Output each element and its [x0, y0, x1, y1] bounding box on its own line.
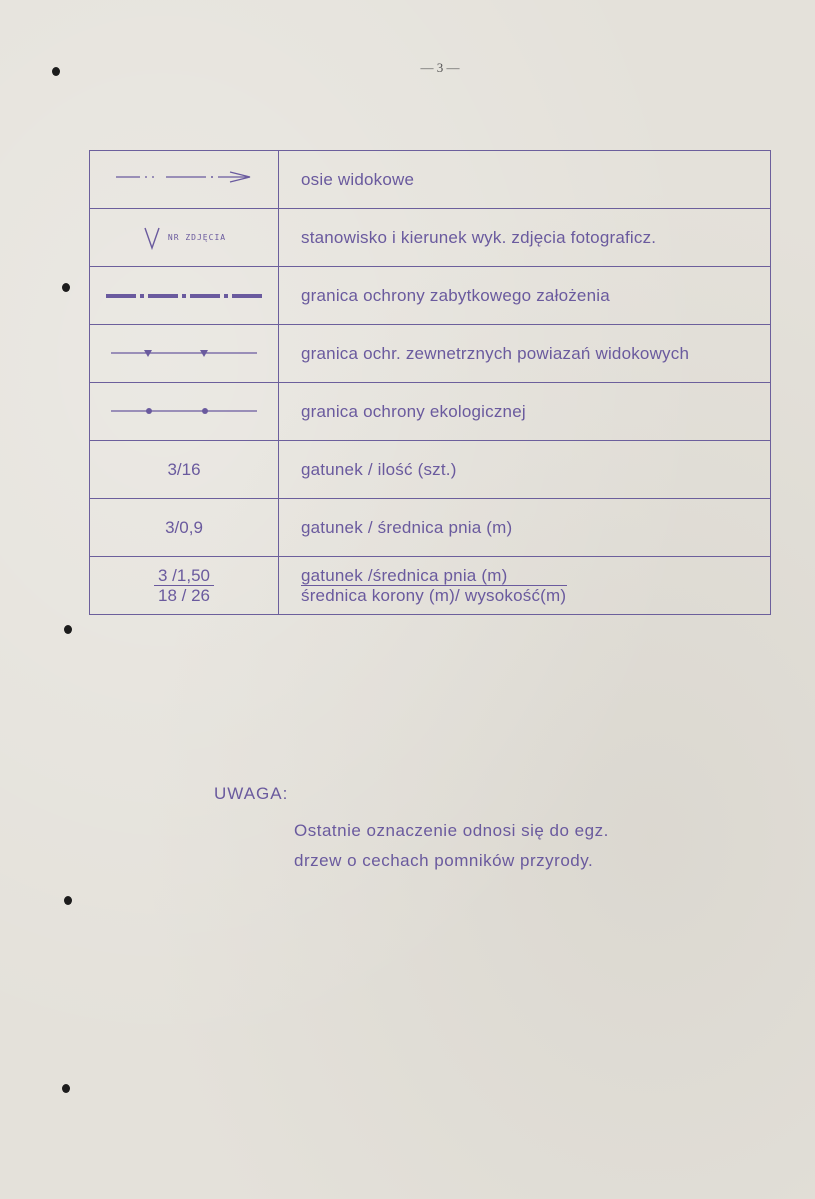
note-line-2: drzew o cechach pomników przyrody.	[294, 851, 594, 870]
legend-row	[90, 557, 771, 615]
legend-row	[90, 383, 771, 441]
dot-line-icon	[109, 405, 259, 417]
legend-symbol	[90, 151, 279, 209]
legend-description: stanowisko i kierunek wyk. zdjęcia fotograficz.	[279, 209, 771, 267]
legend-symbol	[90, 325, 279, 383]
legend-description	[279, 557, 771, 615]
punch-hole-5	[62, 1084, 70, 1093]
fraction-bottom: 18 / 26	[158, 585, 210, 605]
legend-row	[90, 267, 771, 325]
legend-description: granica ochrony ekologicznej	[279, 383, 771, 441]
photo-direction-v-icon	[142, 226, 162, 250]
legend-table	[89, 150, 771, 615]
legend-symbol: 3/0,9	[90, 499, 279, 557]
fraction-description	[301, 566, 567, 605]
punch-hole-2	[62, 283, 70, 292]
legend-symbol	[90, 267, 279, 325]
note-heading: UWAGA:	[214, 784, 289, 803]
legend-row	[90, 499, 771, 557]
fraction-top: 3 /1,50	[154, 566, 214, 586]
legend-row	[90, 151, 771, 209]
legend-row	[90, 209, 771, 267]
fraction-description-bottom: średnica korony (m)/ wysokość(m)	[301, 585, 567, 605]
legend-symbol: 3/16	[90, 441, 279, 499]
thick-dash-dot-line-icon	[104, 291, 264, 301]
legend-description: granica ochrony zabytkowego założenia	[279, 267, 771, 325]
note-text	[294, 816, 609, 876]
note-line-1: Ostatnie oznaczenie odnosi się do egz.	[294, 821, 609, 840]
legend-description: osie widokowe	[279, 151, 771, 209]
fraction-symbol	[154, 566, 214, 605]
legend-symbol	[90, 383, 279, 441]
legend-row	[90, 325, 771, 383]
legend-description: gatunek / ilość (szt.)	[279, 441, 771, 499]
legend-symbol	[90, 557, 279, 615]
triangle-line-icon	[109, 347, 259, 359]
photo-number-label: NR ZDJĘCIA	[167, 233, 227, 242]
punch-hole-3	[64, 625, 72, 634]
legend-description: granica ochr. zewnetrznych powiazań widokowych	[279, 325, 771, 383]
view-axis-arrow-icon	[114, 169, 254, 185]
punch-hole-4	[64, 896, 72, 905]
page-number: — 3 —	[420, 60, 460, 75]
legend-row	[90, 441, 771, 499]
punch-hole-1	[52, 67, 60, 76]
fraction-description-top: gatunek /średnica pnia (m)	[301, 566, 567, 586]
legend-description: gatunek / średnica pnia (m)	[279, 499, 771, 557]
legend-symbol	[90, 209, 279, 267]
